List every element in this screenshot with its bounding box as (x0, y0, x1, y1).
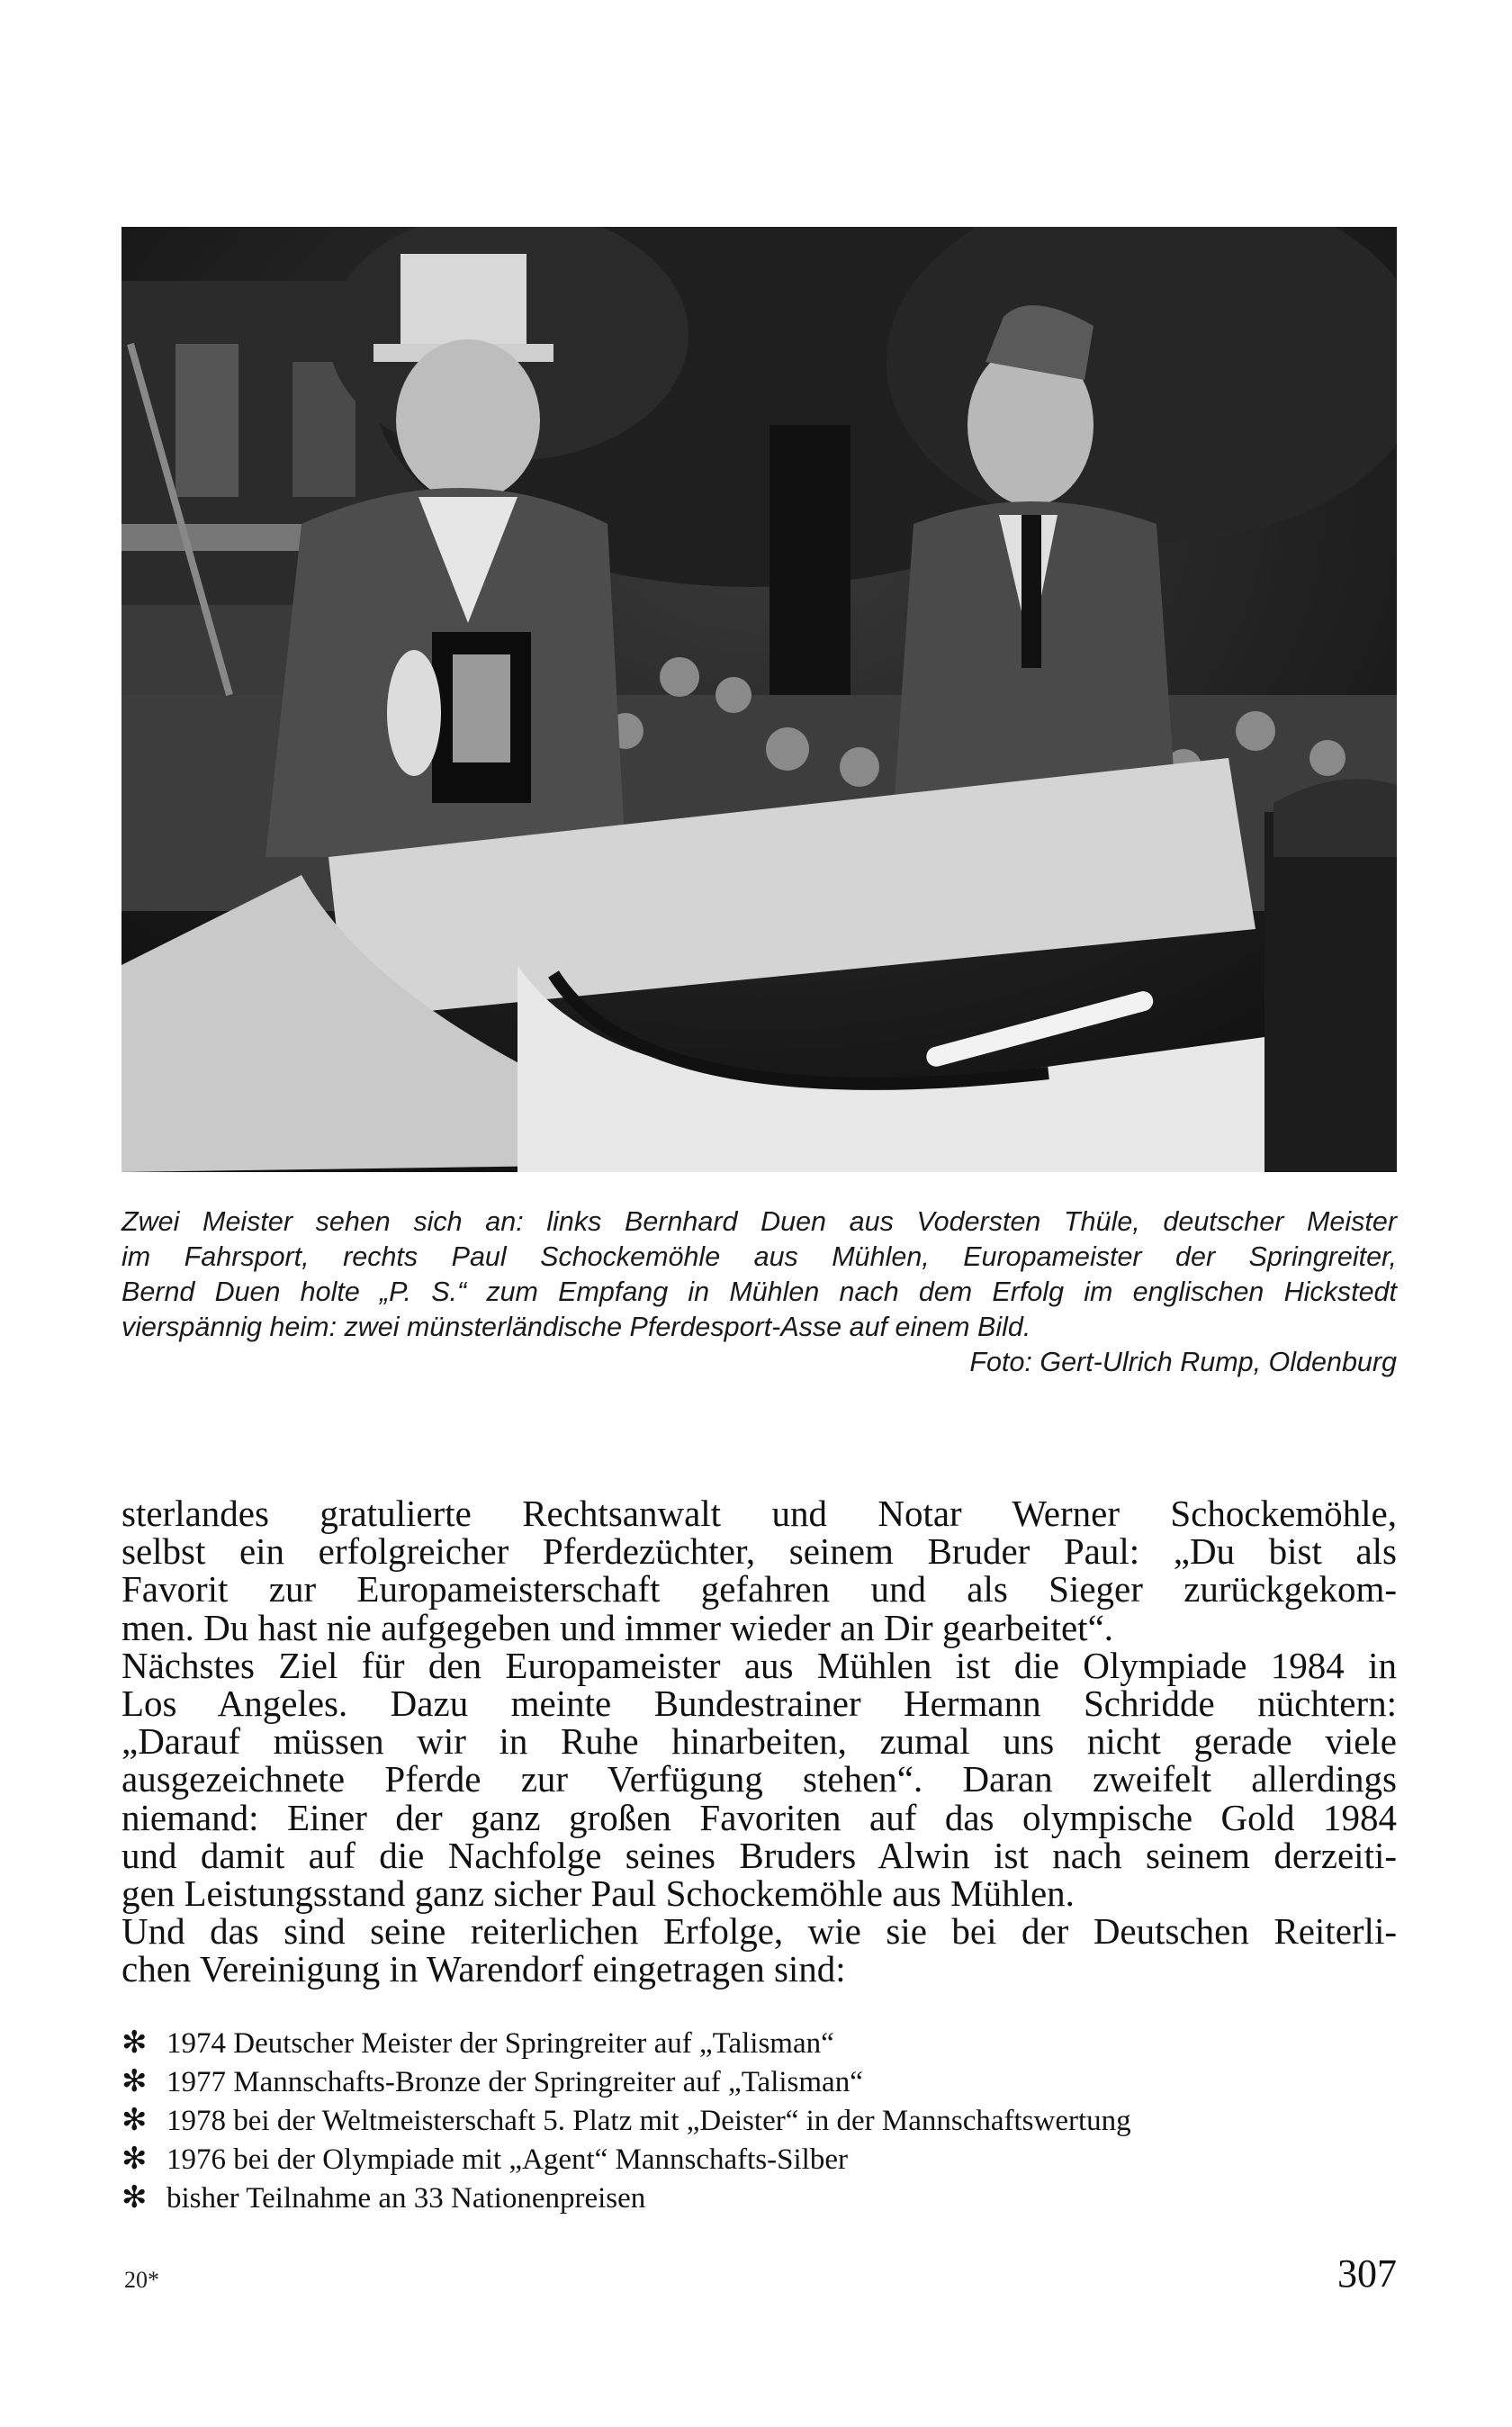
list-item-text: 1977 Mannschafts-Bronze der Springreiter auf „Talisman“ (166, 2066, 863, 2098)
list-item (122, 2179, 1397, 2217)
achievements-list (122, 2024, 1397, 2217)
body-line: men. Du hast nie aufgegeben und immer wieder an Dir gearbeitet“. (122, 1606, 1114, 1648)
body-line: selbst ein erfolgreicher Pferdezüchter, seinem Bruder Paul: „Du bist als (122, 1530, 1397, 1573)
photo-illustration (122, 227, 1397, 1172)
list-item (122, 2062, 1397, 2101)
caption-line: vierspännig heim: zwei münsterländische Pferdesport-Asse auf einem Bild. (122, 1312, 1031, 1342)
body-line: Nächstes Ziel für den Europameister aus Mühlen ist die Olympiade 1984 in (122, 1644, 1397, 1686)
body-line: ausgezeichnete Pferde zur Verfügung stehen“. Daran zweifelt allerdings (122, 1758, 1397, 1800)
body-line: chen Vereinigung in Warendorf eingetragen sind: (122, 1948, 846, 1990)
page-number: 307 (1337, 2251, 1397, 2296)
list-item (122, 2101, 1397, 2140)
photo (122, 227, 1397, 1172)
caption-line: Bernd Duen holte „P. S.“ zum Empfang in Mühlen nach dem Erfolg im englischen Hickstedt (122, 1277, 1397, 1307)
list-item-text: bisher Teilnahme an 33 Nationenpreisen (166, 2182, 646, 2215)
body-text (122, 1494, 1397, 1989)
list-item-text: 1974 Deutscher Meister der Springreiter auf „Talisman“ (166, 2027, 834, 2060)
body-line: Favorit zur Europameisterschaft gefahren und als Sieger zurückgekom- (122, 1568, 1397, 1610)
body-line: und damit auf die Nachfolge seines Bruders Alwin ist nach seinem derzeiti- (122, 1834, 1397, 1876)
list-item (122, 2024, 1397, 2062)
body-line: niemand: Einer der ganz großen Favoriten auf das olympische Gold 1984 (122, 1796, 1397, 1838)
asterisk-bullet-icon: ✻ (122, 2179, 148, 2215)
asterisk-bullet-icon: ✻ (122, 2102, 148, 2138)
list-item-text: 1976 bei der Olympiade mit „Agent“ Mannschafts-Silber (166, 2143, 848, 2176)
asterisk-bullet-icon: ✻ (122, 2025, 148, 2061)
list-item-text: 1978 bei der Weltmeisterschaft 5. Platz mit „Deister“ in der Mannschaftswertung (166, 2105, 1131, 2137)
caption-line: im Fahrsport, rechts Paul Schockemöhle aus Mühlen, Europameister der Springreiter, (122, 1241, 1397, 1272)
asterisk-bullet-icon: ✻ (122, 2063, 148, 2099)
caption-line: Zwei Meister sehen sich an: links Bernhard Duen aus Vodersten Thüle, deutscher Meister (122, 1206, 1397, 1237)
body-line: „Darauf müssen wir in Ruhe hinarbeiten, zumal uns nicht gerade viele (122, 1720, 1397, 1763)
photo-credit: Foto: Gert-Ulrich Rump, Oldenburg (969, 1347, 1397, 1377)
body-line: gen Leistungsstand ganz sicher Paul Schockemöhle aus Mühlen. (122, 1872, 1075, 1915)
asterisk-bullet-icon: ✻ (122, 2141, 148, 2177)
body-line: Los Angeles. Dazu meinte Bundestrainer Hermann Schridde nüchtern: (122, 1683, 1397, 1725)
photo-caption (122, 1204, 1397, 1380)
body-line: Und das sind seine reiterlichen Erfolge, wie sie bei der Deutschen Reiterli- (122, 1910, 1397, 1953)
list-item (122, 2140, 1397, 2179)
sheet-signature: 20* (124, 2267, 159, 2293)
body-line: sterlandes gratulierte Rechtsanwalt und Notar Werner Schockemöhle, (122, 1493, 1397, 1534)
